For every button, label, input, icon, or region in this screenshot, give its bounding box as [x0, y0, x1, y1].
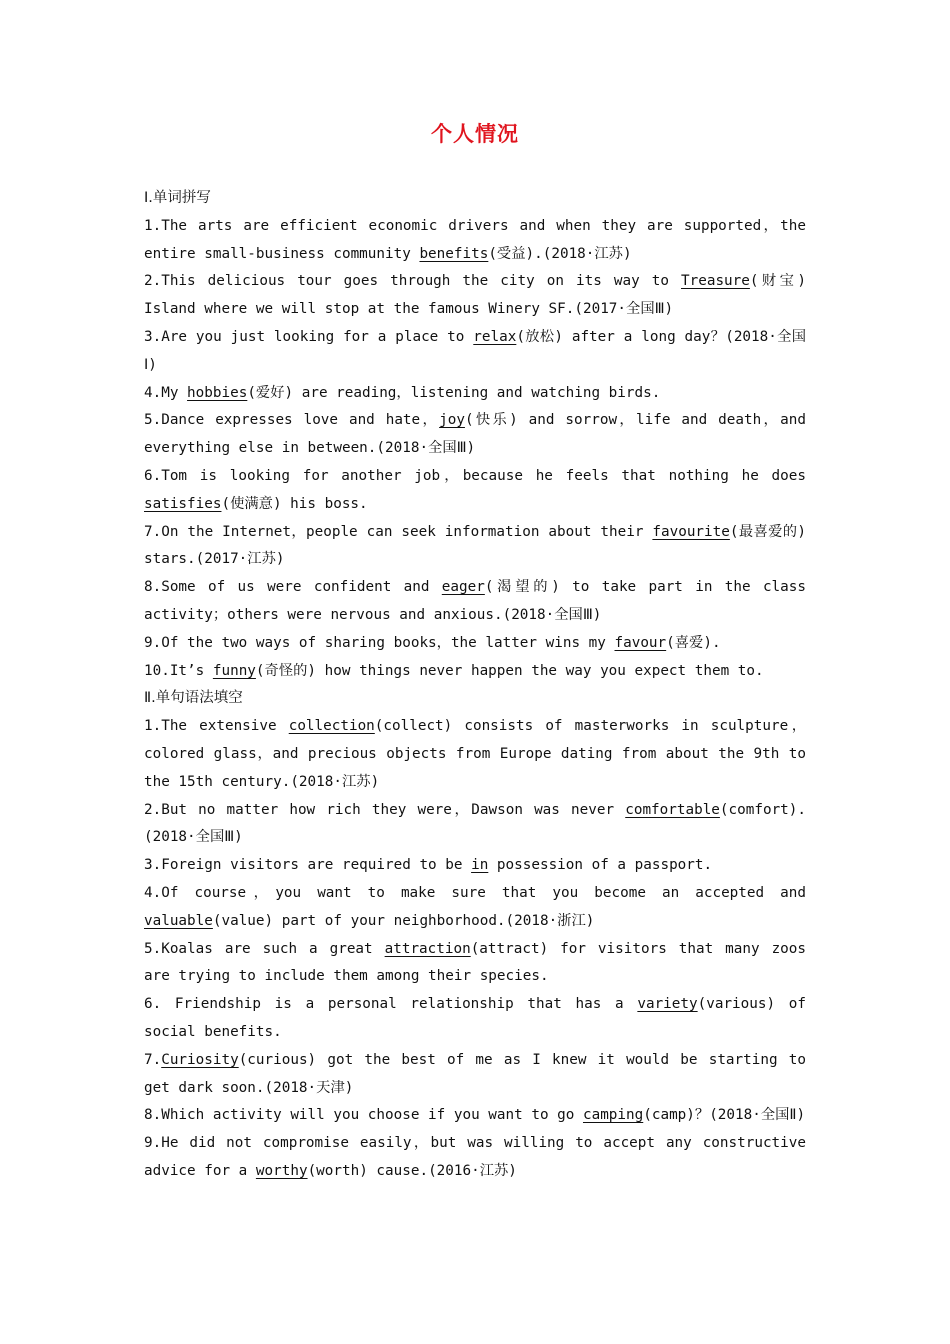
question-text-after: (attract) for visitors that many zoos are trying to include them among their species.: [144, 940, 806, 985]
question-text-after: (worth) cause.(2016·江苏): [307, 1162, 517, 1179]
question-text: 1.The arts are efficient economic drivers and when they are supported，the entire small-business community: [144, 217, 806, 262]
question-text-after: (受益).(2018·江苏): [488, 245, 632, 262]
spelling-item: [144, 574, 806, 630]
question-text-after: (value) part of your neighborhood.(2018·浙江): [212, 912, 595, 929]
grammar-item: [144, 991, 806, 1047]
question-text-after: (渴望的) to take part in the class activity；others were nervous and anxious.(2018·全国Ⅲ): [144, 579, 806, 623]
grammar-item: [144, 852, 806, 880]
grammar-item: [144, 1130, 806, 1186]
question-text-after: (财宝) Island where we will stop at the famous Winery SF.(2017·全国Ⅲ): [144, 273, 807, 318]
answer-word: favourite: [652, 523, 730, 540]
question-text: 5.Dance expresses love and hate，: [144, 412, 440, 429]
question-text: 7.On the Internet，people can seek information about their: [144, 523, 653, 540]
question-text: 2.But no matter how rich they were，Dawson was never: [144, 801, 626, 818]
question-text-after: (curious) got the best of me as I knew it would be starting to get dark soon.(2018·天津): [144, 1051, 806, 1096]
question-text-after: (快乐) and sorrow，life and death，and everything else in between.(2018·全国Ⅲ): [144, 412, 806, 457]
question-text-after: possession of a passport.: [488, 857, 713, 874]
section-grammar-items: [144, 713, 806, 1186]
question-text: 4.Of course，you want to make sure that you become an accepted and: [144, 884, 806, 901]
question-text: 8.Which activity will you choose if you want to go: [144, 1107, 583, 1124]
page-title: 个人情况: [431, 122, 519, 146]
question-text-after: (奇怪的) how things never happen the way you expect them to.: [255, 662, 764, 679]
question-text: 1.The extensive: [144, 718, 289, 735]
question-text-after: (camp)？(2018·全国Ⅱ): [643, 1107, 806, 1124]
spelling-item: [144, 630, 806, 658]
spelling-item: [144, 380, 806, 408]
answer-word: comfortable: [625, 801, 720, 818]
spelling-item: [144, 658, 806, 686]
answer-word: camping: [582, 1107, 644, 1124]
question-text-after: (喜爱).: [666, 634, 721, 651]
grammar-item: [144, 797, 806, 853]
answer-word: collection: [288, 718, 375, 735]
grammar-item: [144, 936, 806, 992]
question-text: 9.Of the two ways of sharing books，the latter wins my: [144, 634, 615, 651]
question-text: 9.He did not compromise easily，but was willing to accept any constructive advice for a: [144, 1135, 806, 1179]
spelling-item: [144, 324, 806, 380]
exercise-content: [144, 185, 806, 1186]
question-text: 3.Are you just looking for a place to: [144, 328, 474, 345]
question-text: 7.: [144, 1051, 162, 1068]
question-text: 6.Tom is looking for another job，because he feels that nothing he does: [144, 467, 806, 484]
spelling-item: [144, 213, 806, 269]
question-text: 6. Friendship is a personal relationship that has a: [144, 996, 638, 1013]
question-text: 5.Koalas are such a great: [144, 940, 385, 957]
answer-word: benefits: [419, 245, 489, 262]
question-text-after: (使满意) his boss.: [221, 495, 368, 512]
answer-word: eager: [441, 579, 485, 596]
answer-word: joy: [439, 412, 465, 429]
question-text: 10.It’s: [144, 662, 213, 679]
spelling-item: [144, 463, 806, 519]
answer-word: funny: [212, 662, 256, 679]
answer-word: hobbies: [187, 384, 248, 401]
grammar-item: [144, 1047, 806, 1103]
question-text-after: (comfort).(2018·全国Ⅲ): [144, 801, 806, 846]
question-text: 4.My: [144, 384, 188, 401]
question-text-after: (最喜爱的) stars.(2017·江苏): [144, 523, 806, 568]
grammar-item: [144, 1102, 806, 1130]
answer-word: favour: [614, 634, 667, 651]
question-text-after: (放松) after a long day？(2018·全国Ⅰ): [144, 328, 807, 373]
section-heading-spelling: Ⅰ.单词拼写: [144, 190, 211, 206]
spelling-item: [144, 268, 806, 324]
question-text: 3.Foreign visitors are required to be: [144, 857, 472, 874]
answer-word: attraction: [384, 940, 471, 957]
answer-word: worthy: [255, 1162, 308, 1179]
answer-word: satisfies: [144, 495, 222, 512]
section-spelling-items: [144, 213, 806, 686]
answer-word: relax: [473, 328, 517, 345]
question-text-after: (爱好) are reading，listening and watching birds.: [247, 384, 661, 401]
section-heading-grammar: Ⅱ.单句语法填空: [144, 690, 243, 707]
answer-word: variety: [637, 996, 698, 1013]
question-text-after: (various) of social benefits.: [144, 996, 806, 1040]
spelling-item: [144, 407, 806, 463]
spelling-item: [144, 519, 806, 575]
answer-word: Treasure: [681, 273, 750, 290]
grammar-item: [144, 880, 806, 936]
question-text: 8.Some of us were confident and: [144, 579, 442, 596]
answer-word: in: [471, 857, 489, 874]
question-text: 2.This delicious tour goes through the city on its way to: [144, 273, 682, 290]
answer-word: Curiosity: [161, 1051, 239, 1068]
question-text-after: (collect) consists of masterworks in sculpture，colored glass，and precious objects from Europe dating from about the 9th to the 15th century.(2018·江苏): [144, 718, 806, 790]
grammar-item: [144, 713, 806, 796]
answer-word: valuable: [144, 912, 213, 929]
